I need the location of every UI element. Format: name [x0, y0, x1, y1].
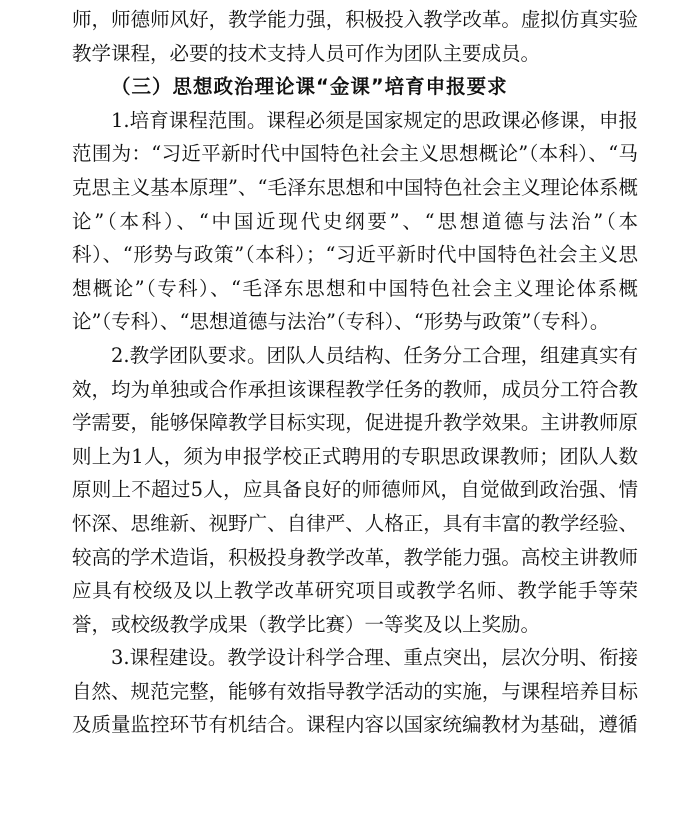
- paragraph-course-scope: 1.培育课程范围。课程必须是国家规定的思政课必修课，申报范围为：“习近平新时代中国特色社会主义思想概论”（本科）、“马克思主义基本原理”、“毛泽东思想和中国特色社会主义理论体系概论”（本科）、“中国近现代史纲要”、“思想道德与法治”（本科）、“形势与政策”（本科）；“习近平新时代中国特色社会主义思想概论”（专科）、“毛泽东思想和中国特色社会主义理论体系概论”（专科）、“思想道德与法治”（专科）、“形势与政策”（专科）。: [72, 108, 638, 334]
- paragraph-continuation: 师，师德师风好，教学能力强，积极投入教学改革。虚拟仿真实验教学课程，必要的技术支持人员可作为团队主要成员。: [72, 8, 638, 65]
- paragraph-course-construction: 3.课程建设。教学设计科学合理、重点突出，层次分明、衔接自然、规范完整，能够有效指导教学活动的实施，与课程培养目标及质量监控环节有机结合。课程内容以国家统编教材为基础，遵循: [72, 646, 638, 737]
- section-heading: （三）思想政治理论课“金课”培育申报要求: [111, 75, 508, 99]
- paragraph-team-requirements: 2.教学团队要求。团队人员结构、任务分工合理，组建真实有效，均为单独或合作承担该课程教学任务的教师，成员分工符合教学需要，能够保障教学目标实现，促进提升教学效果。主讲教师原则上为1人，须为申报学校正式聘用的专职思政课教师；团队人数原则上不超过5人，应具备良好的师德师风，自觉做到政治强、情怀深、思维新、视野广、自律严、人格正，具有丰富的教学经验、较高的学术造诣，积极投身教学改革，教学能力强。高校主讲教师应具有校级及以上教学改革研究项目或教学名师、教学能手等荣誉，或校级教学成果（教学比赛）一等奖及以上奖励。: [72, 343, 638, 636]
